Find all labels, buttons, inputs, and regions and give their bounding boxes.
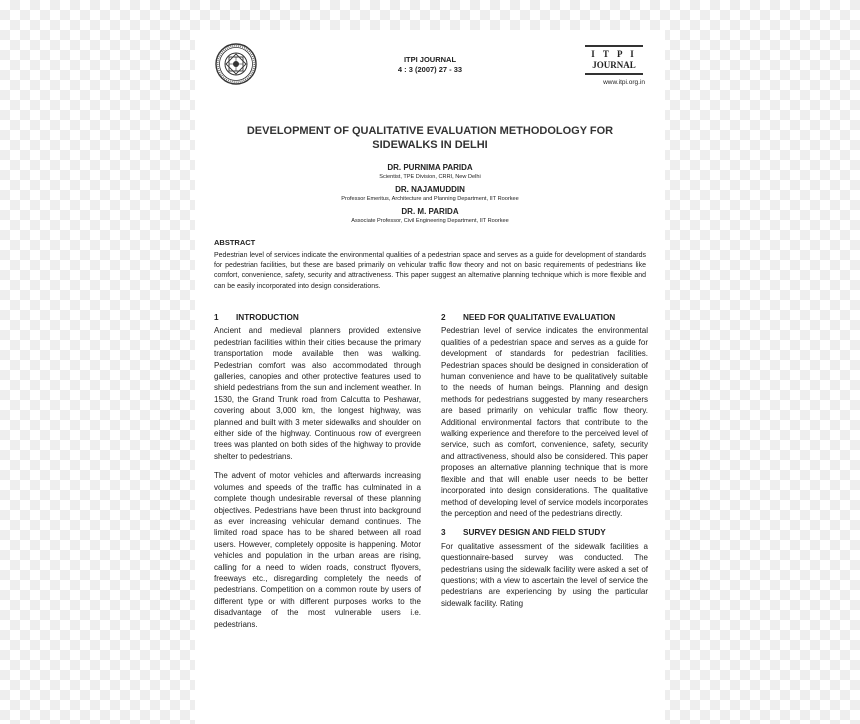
section-heading-need bbox=[441, 312, 648, 323]
author-list bbox=[215, 162, 645, 228]
journal-badge-line2: JOURNAL bbox=[592, 60, 636, 70]
paragraph: Pedestrian level of service indicates the environmental qualities of a pedestrian space and serves as a guide for development of standards for pedestrian facilities. Pedestrian spaces should be designed in consideration of human convenience and have to be qualitatively suitable to the needs of human beings. Planning and design methods for pedestrians suggested by many researchers are based primarily on vehicular traffic flow theory. Additional environmental factors that contribute to the walking experience and therefore to the perceived level of service, such as comfort, convenience, safety, security and attractiveness, should also be considered. This paper proposes an alternative planning technique that is more flexible and that will enable user needs to be better incorporated into design considerations. The qualitative method of developing level of service models incorporates the perception and need of the pedestrians directly. bbox=[441, 326, 648, 518]
paragraph: The advent of motor vehicles and afterwards increasing volumes and speeds of the traffic has culminated in a complete though undesirable reversal of these planning objectives. Pedestrians have been thrust into background as ever increasing vehicular demand continues. The limited road space has to be shared between all road users. However, completely opposite is happening. Motor vehicles and population in the urban areas are rising, calling for a need to widen roads, construct flyovers, freeways etc., disregarding completely the needs of pedestrians. Competition on a common route by users of different type or with different purposes works to the disadvantage of the most vulnerable users i.e. pedestrians. bbox=[214, 471, 421, 629]
section-heading-survey bbox=[441, 527, 648, 538]
itpi-seal-logo-icon bbox=[215, 43, 257, 85]
paragraph: Ancient and medieval planners provided extensive pedestrian facilities within their cities because the primary transportation mode available then was walking. Pedestrian comfort was also accommodated through galleries, canopies and other protective features used to shield pedestrians from the sun and inclement weather. In 1530, the Grand Trunk road from Calcutta to Peshawar, covering about 3,000 km, the longest highway, was planned and built with 3 meter sidewalks and shoulder on either side of the highway. Continuous row of evergreen trees was planted on both sides of the highway to provide shelter to pedestrians. bbox=[214, 326, 421, 461]
abstract-heading: ABSTRACT bbox=[214, 238, 256, 247]
journal-badge bbox=[585, 45, 643, 75]
author-name: DR. NAJAMUDDIN bbox=[395, 185, 465, 194]
author-affiliation: Scientist, TPE Division, CRRI, New Delhi bbox=[379, 174, 481, 180]
author-affiliation: Associate Professor, Civil Engineering Department, IIT Roorkee bbox=[351, 218, 509, 224]
paper-title: DEVELOPMENT OF QUALITATIVE EVALUATION METHODOLOGY FOR SIDEWALKS IN DELHI bbox=[246, 125, 614, 151]
section-title: NEED FOR QUALITATIVE EVALUATION bbox=[463, 313, 616, 322]
section-title: SURVEY DESIGN AND FIELD STUDY bbox=[463, 528, 606, 538]
abstract-text: Pedestrian level of services indicate the environmental qualities of a pedestrian space and serves as a guide for development of standards for pedestrian facilities, but these are based primarily on vehicular traffic flow theory and not on basic requirements of pedestrians like comfort, convenience, safety, security and attractiveness. This paper suggest an alternative planning technique which is more flexible and can be easily incorporated into design considerations. bbox=[214, 252, 646, 290]
author-name: DR. M. PARIDA bbox=[401, 207, 459, 216]
author-name: DR. PURNIMA PARIDA bbox=[387, 163, 473, 172]
right-column bbox=[441, 312, 648, 617]
journal-badge-line1: I T P I bbox=[591, 49, 637, 59]
section-heading-introduction bbox=[214, 312, 421, 323]
left-column bbox=[214, 312, 421, 638]
journal-issue: 4 : 3 (2007) 27 - 33 bbox=[397, 65, 463, 74]
journal-header bbox=[380, 55, 480, 75]
section-number: 2 bbox=[441, 313, 446, 322]
section-title: INTRODUCTION bbox=[236, 313, 299, 322]
journal-name: ITPI JOURNAL bbox=[403, 55, 457, 64]
journal-url[interactable]: www.itpi.org.in bbox=[603, 79, 645, 86]
paragraph: For qualitative assessment of the sidewalk facilities a questionnaire-based survey was conducted. The pedestrians using the sidewalk facility were asked a set of questions; with a view to ascertain the level of service the pedestrians are experiencing by using the particular sidewalk facility. Rating bbox=[441, 541, 648, 608]
section-number: 3 bbox=[441, 528, 446, 538]
author-affiliation: Professor Emeritus, Architecture and Planning Department, IIT Roorkee bbox=[341, 196, 519, 202]
section-number: 1 bbox=[214, 313, 219, 322]
